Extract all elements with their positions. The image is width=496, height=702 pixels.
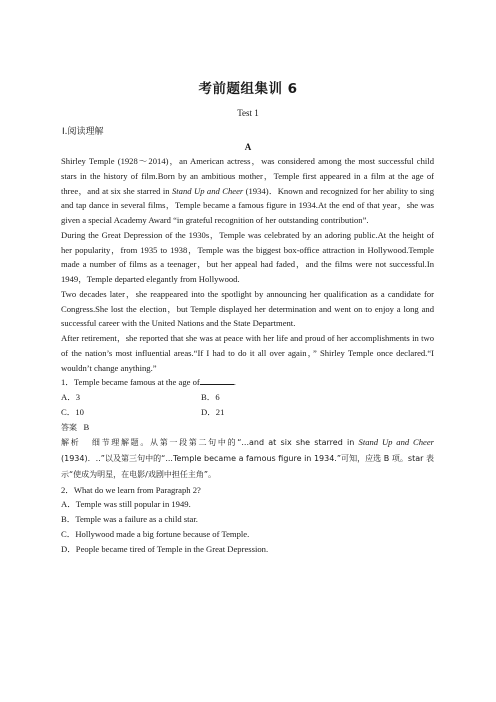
paragraph-3: Two decades later，she reappeared into the spotlight by announcing her qualification as a candidate for Congress.She lost the election，but Temple displayed her determination and went on to enjoy a long and successful career with the United Nations and the State Department. [61,288,434,329]
passage-body [61,154,434,556]
option-d: D．21 [201,406,225,417]
answer-value: B [83,421,90,432]
paragraph-1: Shirley Temple (1928～2014)，an American actress，was considered among the most successful child stars in the history of film.Born by an ambitious mother，Temple first appeared in a film at the age of three，and at six she starred in Stand Up and Cheer (1934)．Known and recognized for her ability to sing and tap dance in several films，Temple became a famous figure in 1934.At the end of that year，she was given a special Academy Award “in grateful recognition of her outstanding contribution”. [61,156,435,225]
question-1-options-row-1 [61,390,434,405]
explanation: 解析 细节理解题。从第一段第二句中的“...and at six she starred in Stand Up and Cheer (1934)．..”以及第三句中的“...Temple became a famous figure in 1934.”可知，应选 B 项。star 表示“使成为明星，在电影/戏剧中担任主角”。 [61,437,435,479]
page-title: 考前题组集训 6 [198,81,298,97]
q2-option-d: D．People became tired of Temple in the Great Depression. [61,543,269,554]
paragraph-4: After retirement，she reported that she was at peace with her life and proud of her accomplishments in two of the nation’s most influential areas.“If I had to do it all over again，” Shirley Temple once declared.“I wouldn’t change anything.” [61,333,434,373]
test-label: Test 1 [237,108,259,118]
passage-label: A [244,142,252,152]
section-heading: Ⅰ.阅读理解 [62,127,104,137]
question-2-stem: 2．What do we learn from Paragraph 2? [61,484,201,495]
q2-option-a: A．Temple was still popular in 1949. [61,499,191,510]
option-b: B．6 [201,392,220,402]
paragraph-2: During the Great Depression of the 1930s，Temple was celebrated by an adoring public.At the height of her popularity，from 1935 to 1938，Temple was the biggest box-office attraction in Hollywood.Temple made a number of films as a teenager，but her appeal had faded，and the films were not successful.In 1949，Temple departed elegantly from Hollywood. [61,229,434,284]
question-1-options-row-2 [61,405,434,420]
answer-blank [200,375,234,385]
option-c: C．10 [61,406,84,417]
answer-line: 答案 B [61,421,90,432]
q2-option-c: C．Hollywood made a big fortune because of Temple. [61,528,250,539]
option-a: A．3 [61,392,81,402]
q2-option-b: B．Temple was a failure as a child star. [61,514,198,524]
question-1-stem: 1．Temple became famous at the age of . [61,377,236,388]
